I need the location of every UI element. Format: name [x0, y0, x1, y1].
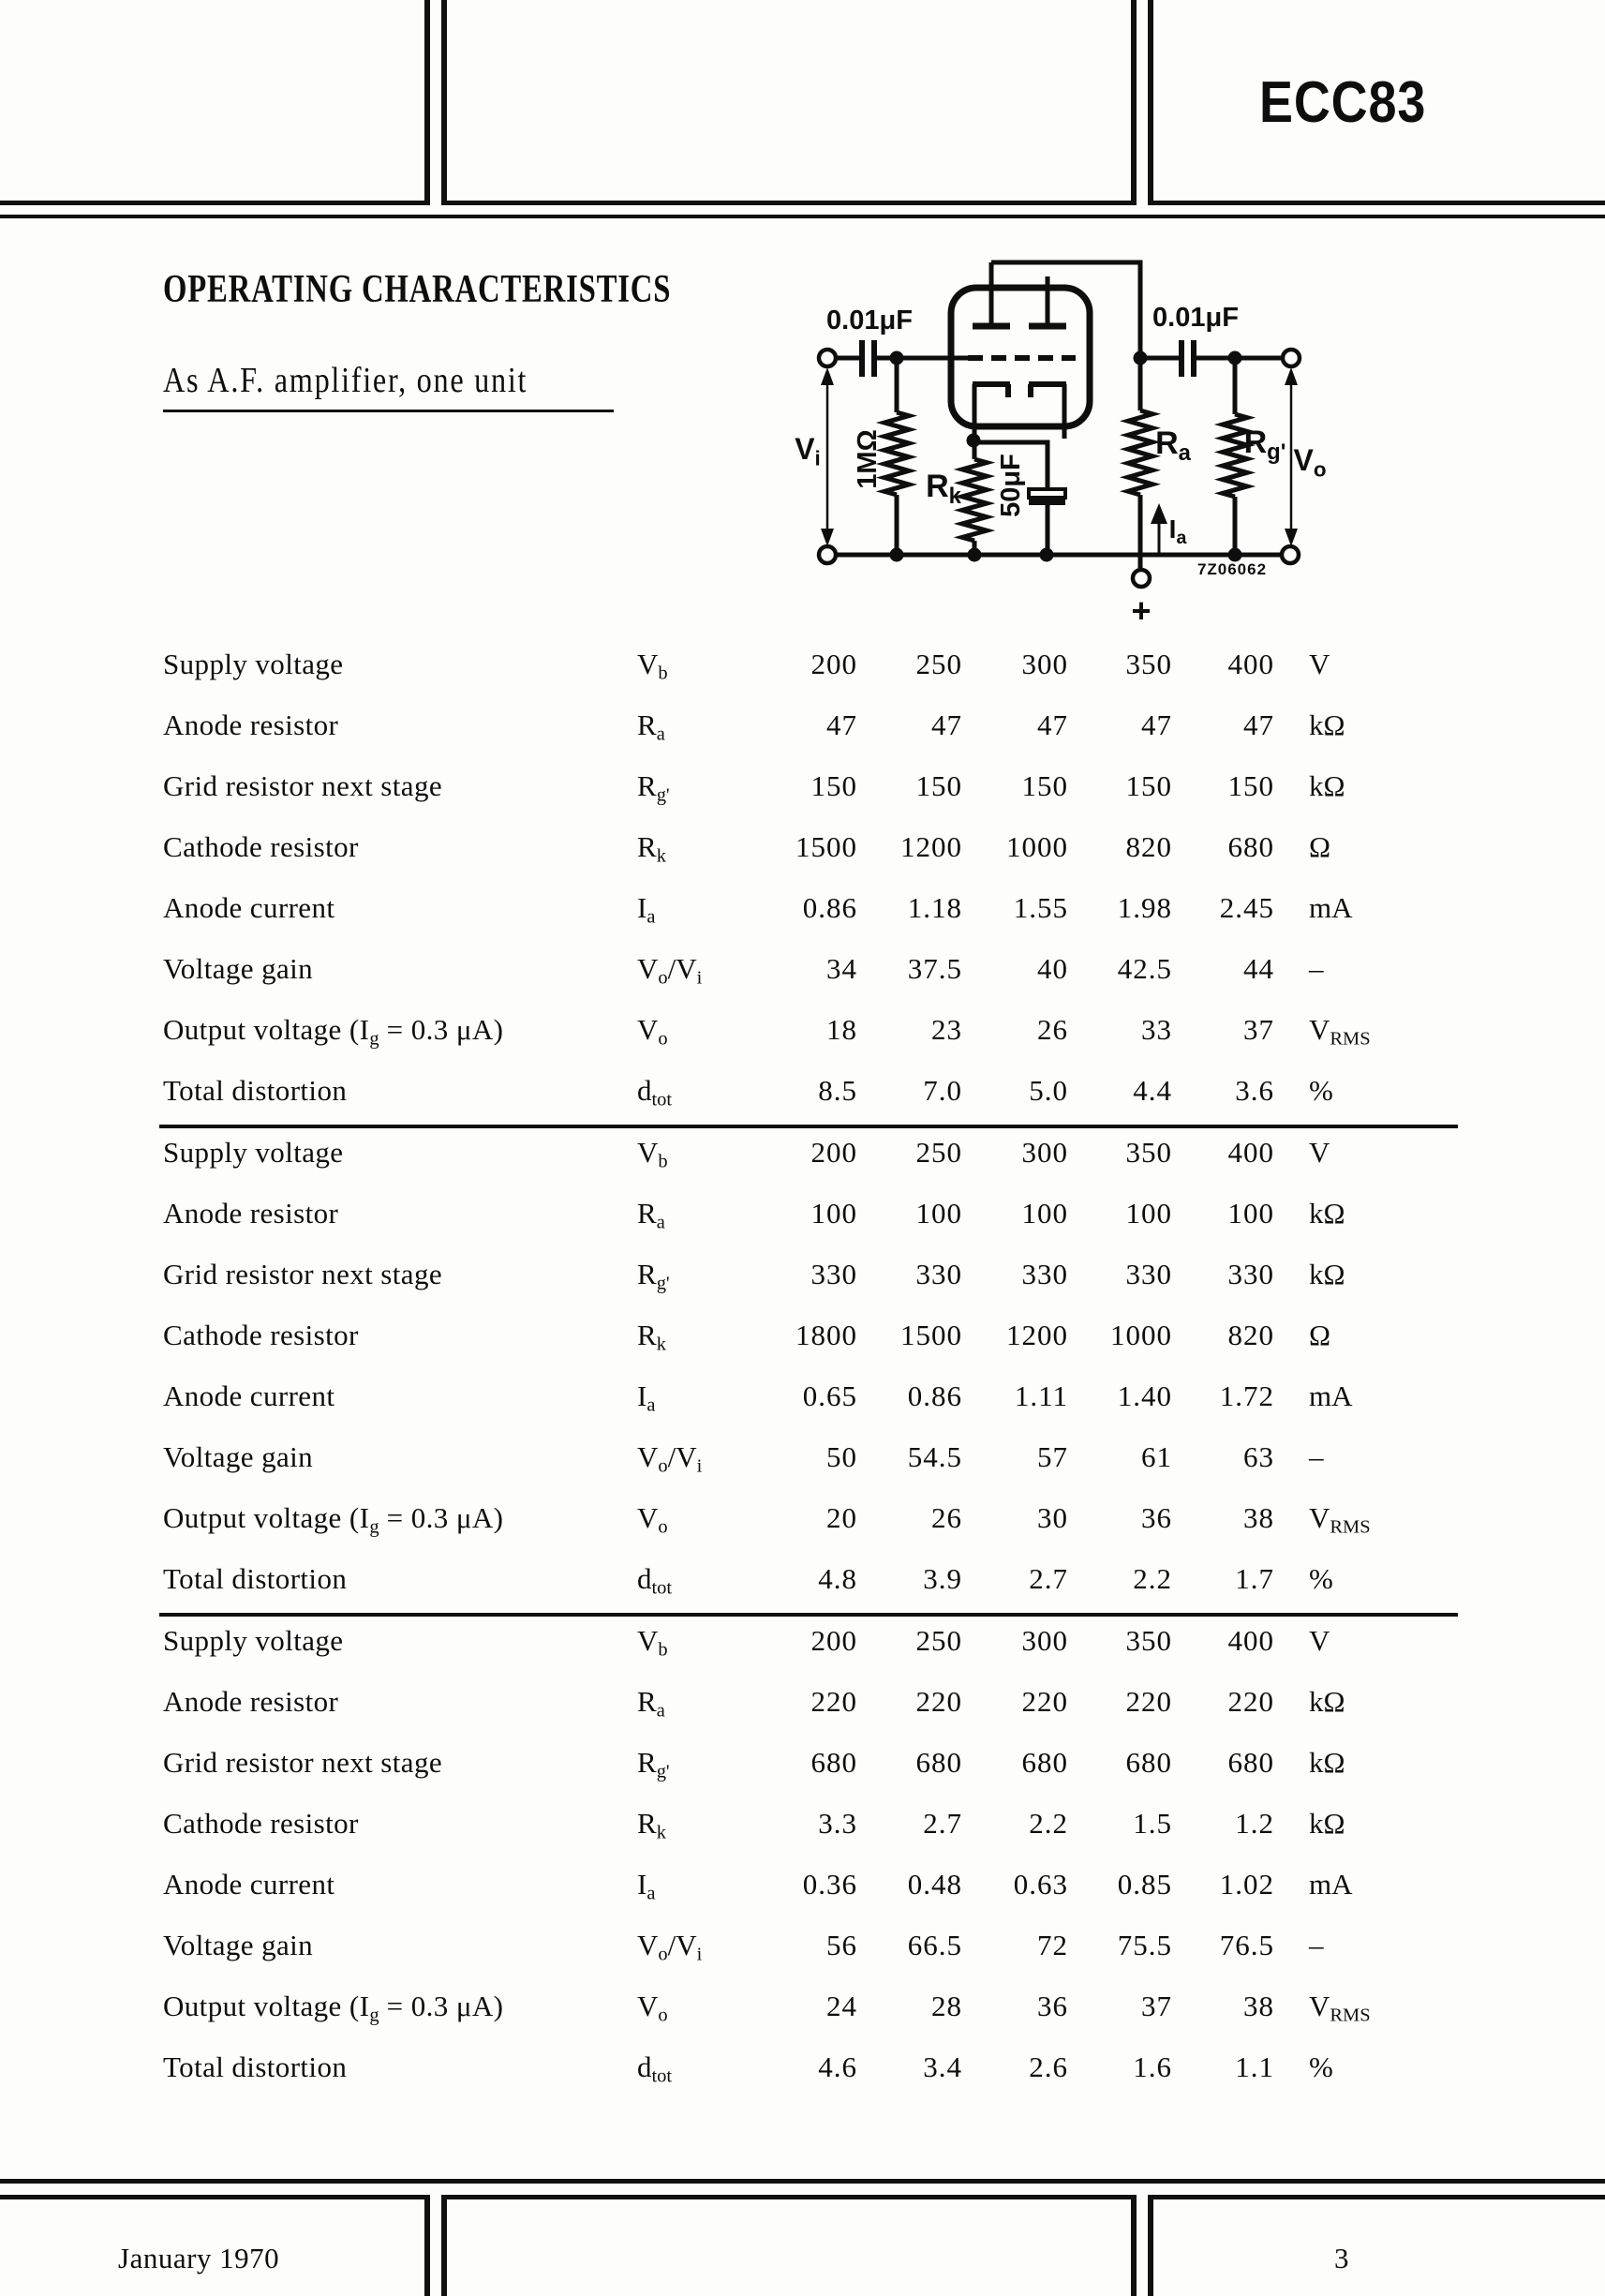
footer-rule-top: [0, 2179, 1605, 2184]
row-value: 7.0: [923, 1074, 962, 1107]
row-value: 30: [1037, 1501, 1068, 1534]
row-unit: Ω: [1309, 830, 1331, 863]
row-value: 40: [1037, 952, 1068, 985]
anode-supply-wire: [991, 262, 1140, 358]
row-unit: mA: [1309, 891, 1353, 924]
row-unit: V: [1309, 1624, 1330, 1657]
row-value: 1.18: [907, 891, 962, 924]
row-value: 63: [1243, 1440, 1274, 1473]
row-value: 47: [826, 708, 857, 741]
footer-divider-line: [1148, 2195, 1153, 2296]
row-value: 8.5: [818, 1074, 857, 1107]
row-value: 4.6: [818, 2050, 857, 2083]
row-value: 72: [1037, 1929, 1068, 1961]
row-value: 150: [1021, 769, 1068, 802]
row-symbol: $V_b$: [637, 1624, 668, 1661]
row-label: Anode current: [163, 1868, 335, 1901]
row-symbol: $R_k$: [637, 1807, 666, 1843]
table-row: [0, 999, 1605, 1060]
row-symbol: $R_k$: [637, 830, 666, 867]
row-value: 61: [1141, 1440, 1172, 1473]
row-value: 1.2: [1235, 1807, 1274, 1840]
table-row: [0, 1426, 1605, 1487]
row-value: 2.45: [1219, 891, 1274, 924]
output-coupling-capacitor: [1140, 340, 1283, 377]
row-symbol: $R_{g'}$: [637, 1258, 670, 1294]
row-value: 0.36: [802, 1868, 857, 1901]
figure-number: 7Z06062: [1196, 560, 1268, 578]
anode-current-label: $I_a$: [1168, 514, 1187, 548]
row-unit: mA: [1309, 1868, 1353, 1901]
row-value: 3.3: [818, 1807, 857, 1840]
table-row: [0, 634, 1605, 694]
footer-divider-line: [1131, 2195, 1137, 2296]
table-row: [0, 1610, 1605, 1671]
row-unit: V: [1309, 648, 1330, 680]
row-value: 330: [1227, 1258, 1274, 1290]
row-value: 38: [1243, 1501, 1274, 1534]
row-value: 26: [1037, 1013, 1068, 1046]
row-symbol: $R_a$: [637, 1685, 665, 1722]
header-rule-top-segment: [447, 201, 1131, 205]
row-value: 220: [810, 1685, 857, 1718]
row-label: Grid resistor next stage: [163, 1746, 442, 1779]
row-value: 47: [1037, 708, 1068, 741]
table-row: [0, 816, 1605, 877]
row-value: 37: [1243, 1013, 1274, 1046]
row-unit: %: [1309, 1074, 1333, 1107]
row-label: Supply voltage: [163, 1136, 344, 1169]
row-symbol: $I_a$: [637, 1379, 656, 1416]
row-value: 100: [1125, 1197, 1172, 1230]
row-value: 2.6: [1029, 2050, 1068, 2083]
row-value: 2.2: [1133, 1562, 1172, 1595]
table-row: [0, 1548, 1605, 1609]
row-value: 330: [1021, 1258, 1068, 1290]
row-value: 200: [810, 648, 857, 680]
row-symbol: $R_{g'}$: [637, 769, 670, 806]
row-label: Anode resistor: [163, 1197, 339, 1230]
header-rule-top-segment: [0, 201, 424, 205]
row-value: 1800: [795, 1319, 857, 1351]
row-value: 1.7: [1235, 1562, 1274, 1595]
row-value: 38: [1243, 1990, 1274, 2022]
row-value: 680: [1021, 1746, 1068, 1779]
row-unit: kΩ: [1309, 708, 1345, 741]
row-unit: %: [1309, 2050, 1333, 2083]
row-value: 1.02: [1219, 1868, 1274, 1901]
row-symbol: $R_k$: [637, 1319, 666, 1355]
row-value: 33: [1141, 1013, 1172, 1046]
page-number: 3: [1334, 2242, 1349, 2274]
table-row: [0, 1854, 1605, 1915]
row-symbol: $V_o$: [637, 1501, 668, 1538]
row-value: 350: [1125, 1624, 1172, 1657]
row-symbol: $V_o/V_i$: [637, 1440, 703, 1477]
table-row: [0, 1305, 1605, 1365]
cathode-cap-label: 50μF: [996, 454, 1026, 517]
row-value: 1200: [1006, 1319, 1068, 1351]
row-value: 26: [931, 1501, 962, 1534]
row-symbol: $R_a$: [637, 708, 665, 745]
row-symbol: $V_o/V_i$: [637, 952, 703, 989]
header-divider-line: [441, 0, 447, 205]
table-row: [0, 1122, 1605, 1183]
row-value: 3.9: [923, 1562, 962, 1595]
input-cap-label: 0.01μF: [826, 306, 913, 335]
row-unit: %: [1309, 1562, 1333, 1595]
row-unit: V: [1309, 1136, 1330, 1169]
row-value: 47: [931, 708, 962, 741]
row-value: 47: [1141, 708, 1172, 741]
row-label: Total distortion: [163, 1074, 348, 1107]
row-value: 300: [1021, 1624, 1068, 1657]
row-value: 220: [915, 1685, 962, 1718]
header-divider-line: [1148, 0, 1153, 205]
row-unit: $V_{RMS}$: [1309, 1501, 1371, 1538]
row-value: 820: [1227, 1319, 1274, 1351]
row-label: Total distortion: [163, 2050, 348, 2083]
row-symbol: $V_o$: [637, 1013, 668, 1050]
row-value: 330: [810, 1258, 857, 1290]
row-value: 1.72: [1219, 1379, 1274, 1412]
row-value: 250: [915, 1624, 962, 1657]
footer-divider-line: [441, 2195, 447, 2296]
row-value: 1.5: [1133, 1807, 1172, 1840]
row-value: 1.40: [1117, 1379, 1172, 1412]
row-value: 1200: [900, 830, 962, 863]
product-title: ECC83: [1259, 70, 1427, 135]
table-row: [0, 1793, 1605, 1854]
row-value: 220: [1227, 1685, 1274, 1718]
section-subheading: [163, 360, 614, 412]
table-row: [0, 1975, 1605, 2036]
row-value: 100: [1227, 1197, 1274, 1230]
row-symbol: $I_a$: [637, 1868, 656, 1904]
row-symbol: $V_b$: [637, 1136, 668, 1172]
row-symbol: $d_{tot}$: [637, 2050, 673, 2087]
row-unit: $V_{RMS}$: [1309, 1990, 1371, 2026]
table-row: [0, 1671, 1605, 1732]
row-value: 350: [1125, 648, 1172, 680]
row-label: Anode current: [163, 1379, 335, 1412]
row-symbol: $V_o$: [637, 1990, 668, 2026]
row-label: Supply voltage: [163, 1624, 344, 1657]
row-value: 680: [810, 1746, 857, 1779]
row-value: 350: [1125, 1136, 1172, 1169]
row-value: 2.2: [1029, 1807, 1068, 1840]
header-rule-top-segment: [1153, 201, 1605, 205]
row-unit: kΩ: [1309, 1807, 1345, 1840]
row-value: 300: [1021, 648, 1068, 680]
table-row: [0, 1183, 1605, 1244]
section-heading: [163, 268, 814, 311]
row-value: 220: [1021, 1685, 1068, 1718]
row-value: 680: [1227, 830, 1274, 863]
row-value: 50: [826, 1440, 857, 1473]
row-value: 36: [1141, 1501, 1172, 1534]
footer-rule-bottom-segment: [0, 2195, 424, 2199]
row-unit: –: [1309, 1929, 1324, 1961]
row-label: Output voltage ($I_g = 0.3$ μA): [163, 1990, 504, 2026]
row-value: 76.5: [1219, 1929, 1274, 1961]
row-value: 5.0: [1029, 1074, 1068, 1107]
row-value: 3.4: [923, 2050, 962, 2083]
row-label: Cathode resistor: [163, 830, 359, 863]
header-rule-bottom: [0, 215, 1605, 218]
row-symbol: $d_{tot}$: [637, 1074, 673, 1111]
row-value: 3.6: [1235, 1074, 1274, 1107]
header-divider-line: [1131, 0, 1137, 205]
row-label: Cathode resistor: [163, 1319, 359, 1351]
row-value: 1500: [795, 830, 857, 863]
row-value: 36: [1037, 1990, 1068, 2022]
row-symbol: $R_{g'}$: [637, 1746, 670, 1782]
grid-leak-resistor-label: 1MΩ: [853, 429, 883, 489]
table-row: [0, 1060, 1605, 1121]
row-value: 42.5: [1117, 952, 1172, 985]
row-label: Anode current: [163, 891, 335, 924]
footer-divider-line: [424, 2195, 430, 2296]
row-label: Grid resistor next stage: [163, 769, 442, 802]
row-value: 400: [1227, 1624, 1274, 1657]
row-value: 0.48: [907, 1868, 962, 1901]
table-row: [0, 2036, 1605, 2097]
row-value: 1.98: [1117, 891, 1172, 924]
row-symbol: $d_{tot}$: [637, 1562, 673, 1599]
row-label: Supply voltage: [163, 648, 344, 680]
row-value: 66.5: [907, 1929, 962, 1961]
row-value: 250: [915, 648, 962, 680]
row-value: 18: [826, 1013, 857, 1046]
next-stage-grid-resistor-label: $R_{g'}$: [1243, 425, 1286, 466]
row-value: 220: [1125, 1685, 1172, 1718]
row-value: 2.7: [1029, 1562, 1068, 1595]
row-value: 400: [1227, 1136, 1274, 1169]
row-label: Cathode resistor: [163, 1807, 359, 1840]
row-value: 1.6: [1133, 2050, 1172, 2083]
header-divider-line: [424, 0, 430, 205]
table-row: [0, 1365, 1605, 1426]
supply-plus-label: +: [1131, 591, 1152, 630]
row-value: 330: [1125, 1258, 1172, 1290]
row-value: 100: [915, 1197, 962, 1230]
section-subheading-text: As A.F. amplifier, one unit: [163, 361, 528, 400]
row-label: Voltage gain: [163, 952, 314, 985]
cathode-resistor-label: $R_k$: [926, 469, 961, 510]
row-label: Output voltage ($I_g = 0.3$ μA): [163, 1013, 504, 1050]
row-value: 250: [915, 1136, 962, 1169]
table-row: [0, 1732, 1605, 1793]
row-value: 150: [915, 769, 962, 802]
row-unit: $V_{RMS}$: [1309, 1013, 1371, 1050]
row-unit: kΩ: [1309, 1685, 1345, 1718]
footer-rule-bottom-segment: [1153, 2195, 1605, 2199]
row-value: 57: [1037, 1440, 1068, 1473]
row-label: Voltage gain: [163, 1929, 314, 1961]
output-voltage-label: $V_o$: [1293, 443, 1327, 482]
row-label: Anode resistor: [163, 1685, 339, 1718]
table-row: [0, 1915, 1605, 1975]
row-value: 100: [1021, 1197, 1068, 1230]
row-value: 680: [915, 1746, 962, 1779]
row-label: Voltage gain: [163, 1440, 314, 1473]
table-row: [0, 755, 1605, 816]
row-value: 44: [1243, 952, 1274, 985]
row-value: 1.1: [1235, 2050, 1274, 2083]
row-value: 37.5: [907, 952, 962, 985]
row-unit: –: [1309, 1440, 1324, 1473]
row-value: 1.11: [1014, 1379, 1068, 1412]
row-value: 100: [810, 1197, 857, 1230]
row-value: 56: [826, 1929, 857, 1961]
row-label: Grid resistor next stage: [163, 1258, 442, 1290]
row-value: 150: [1125, 769, 1172, 802]
row-value: 1000: [1110, 1319, 1172, 1351]
row-symbol: $V_b$: [637, 648, 668, 684]
row-value: 0.85: [1117, 1868, 1172, 1901]
row-value: 47: [1243, 708, 1274, 741]
row-value: 4.4: [1133, 1074, 1172, 1107]
row-value: 23: [931, 1013, 962, 1046]
row-value: 20: [826, 1501, 857, 1534]
row-value: 300: [1021, 1136, 1068, 1169]
row-value: 0.86: [802, 891, 857, 924]
row-value: 820: [1125, 830, 1172, 863]
section-heading-text: OPERATING CHARACTERISTICS: [163, 268, 672, 311]
row-value: 1000: [1006, 830, 1068, 863]
row-value: 200: [810, 1624, 857, 1657]
row-value: 24: [826, 1990, 857, 2022]
table-row: [0, 1244, 1605, 1305]
row-value: 0.86: [907, 1379, 962, 1412]
footer-date: January 1970: [118, 2242, 280, 2274]
row-value: 1.55: [1013, 891, 1068, 924]
row-value: 1500: [900, 1319, 962, 1351]
row-value: 34: [826, 952, 857, 985]
row-unit: kΩ: [1309, 1258, 1345, 1290]
row-label: Anode resistor: [163, 708, 339, 741]
anode-electrodes: [973, 262, 1066, 326]
row-unit: Ω: [1309, 1319, 1331, 1351]
table-row: [0, 1487, 1605, 1548]
table-row: [0, 938, 1605, 999]
row-label: Output voltage ($I_g = 0.3$ μA): [163, 1501, 504, 1538]
row-unit: kΩ: [1309, 769, 1345, 802]
row-value: 28: [931, 1990, 962, 2022]
grid-leak-resistor: [884, 358, 909, 555]
row-unit: kΩ: [1309, 1197, 1345, 1230]
row-unit: kΩ: [1309, 1746, 1345, 1779]
row-label: Total distortion: [163, 1562, 348, 1595]
row-symbol: $R_a$: [637, 1197, 665, 1233]
row-value: 400: [1227, 648, 1274, 680]
row-unit: –: [1309, 952, 1324, 985]
table-row: [0, 694, 1605, 755]
row-value: 200: [810, 1136, 857, 1169]
row-symbol: $V_o/V_i$: [637, 1929, 703, 1965]
anode-resistor-label: $R_a$: [1155, 425, 1191, 467]
row-value: 330: [915, 1258, 962, 1290]
row-value: 680: [1125, 1746, 1172, 1779]
row-value: 150: [810, 769, 857, 802]
row-unit: mA: [1309, 1379, 1353, 1412]
row-value: 37: [1141, 1990, 1172, 2022]
output-cap-label: 0.01μF: [1152, 303, 1239, 333]
row-value: 4.8: [818, 1562, 857, 1595]
footer-rule-bottom-segment: [447, 2195, 1131, 2199]
row-value: 680: [1227, 1746, 1274, 1779]
row-value: 0.65: [802, 1379, 857, 1412]
input-voltage-label: $V_i$: [795, 432, 821, 470]
row-value: 54.5: [907, 1440, 962, 1473]
row-value: 0.63: [1013, 1868, 1068, 1901]
row-value: 75.5: [1117, 1929, 1172, 1961]
row-symbol: $I_a$: [637, 891, 656, 928]
row-value: 2.7: [923, 1807, 962, 1840]
row-value: 150: [1227, 769, 1274, 802]
triode-tube: [951, 262, 1090, 440]
table-row: [0, 877, 1605, 938]
